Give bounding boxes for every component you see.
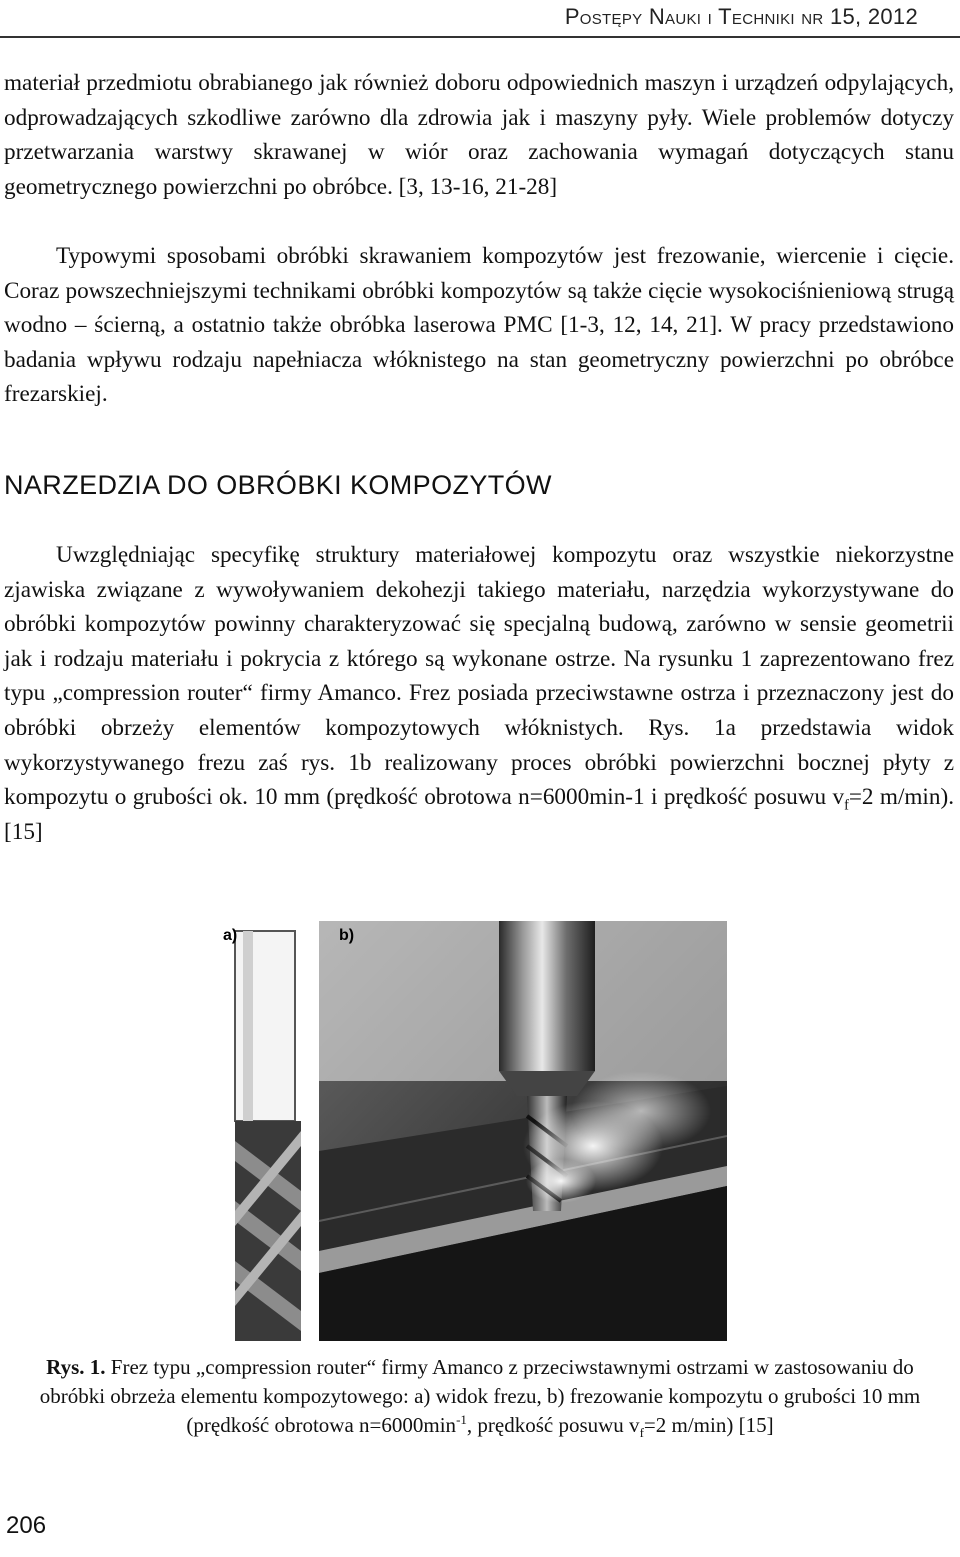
header-issue: 15, 2012 xyxy=(829,4,918,29)
section-heading: NARZEDZIA DO OBRÓBKI KOMPOZYTÓW xyxy=(4,470,552,500)
running-header xyxy=(565,4,918,30)
paragraph-3-text: Uwzględniając specyfikę struktury materiałowej kompozytu oraz wszystkie niekorzystne zjawiska związane z wywoływaniem dekohezji takiego materiału, narzędzia wykorzystywane do obróbki kompozytów powinny charakteryzować się specjalną budową, zarówno w sensie geometrii jak i rodzaju materiału i pokrycia z którego są wykonane ostrze. Na rysunku 1 zaprezentowano frez typu „compression router“ firmy Amanco. Frez posiada przeciwstawne ostrza i przeznaczony jest do obróbki obrzeży elementów kompozytowych włóknistych. Rys. 1a przedstawia widok wykorzystywanego frezu zaś rys. 1b realizowany proces obróbki powierzchni bocznej płyty z kompozytu o grubości ok. 10 mm (prędkość obrotowa n=6000min-1 i prędkość posuwu v xyxy=(4,542,954,811)
header-word: Nauki xyxy=(648,4,702,29)
header-word: i xyxy=(701,4,719,29)
paragraph-2: Typowymi sposobami obróbki skrawaniem kompozytów jest frezowanie, wiercenie i cięcie. Coraz powszechniejszymi technikami obróbki kompozytów są także cięcie wysokociśnieniową strugą wodno – ścierną, a ostatnio także obróbka laserowa PMC [1-3, 12, 14, 21]. W pracy przedstawiono badania wpływu rodzaju napełniacza włóknistego na stan geometryczny powierzchni po obróbce frezarskiej. xyxy=(4,243,954,408)
figure-label-a: a) xyxy=(223,927,238,944)
paragraph-3-tail: =2 m/min). [15] xyxy=(4,784,954,845)
header-word: Postępy xyxy=(564,4,643,29)
page-number: 206 xyxy=(6,1512,47,1539)
caption-text: Frez typu „compression router“ firmy Amanco z przeciwstawnymi ostrzami w zastosowaniu do obróbki obrzeża elementu kompozytowego: a) widok frezu, b) frezowanie kompozytu o grubości 10 mm (prędkość obrotowa n=6000min xyxy=(39,1355,921,1437)
figure-label-b: b) xyxy=(339,927,355,944)
end-mill-flutes xyxy=(235,1121,301,1341)
figure-caption xyxy=(20,1353,940,1440)
caption-text-3: =2 m/min) [15] xyxy=(643,1413,774,1437)
spindle xyxy=(499,921,595,1071)
caption-text-2: , prędkość posuwu v xyxy=(466,1413,640,1437)
paragraph-3-subscript: f xyxy=(844,797,849,814)
paragraph-1: materiał przedmiotu obrabianego jak również doboru odpowiednich maszyn i urządzeń odpylających, odprowadzających szkodliwe zarówno dla zdrowia jak i maszyny pyły. Wiele problemów dotyczy przetwarzania warstwy skrawanej w wiór oraz zachowania wymagań dotyczących stanu geometrycznego powierzchni po obróbce. [3, 13-16, 21-28] xyxy=(4,70,954,200)
caption-subscript: f xyxy=(639,1425,644,1441)
caption-superscript: -1 xyxy=(456,1412,467,1427)
paragraph-3 xyxy=(4,538,954,849)
figure-photo xyxy=(221,921,727,1341)
caption-label: Rys. 1. xyxy=(46,1355,106,1379)
header-rule xyxy=(0,36,960,38)
header-word: nr xyxy=(794,4,830,29)
figure-1 xyxy=(221,921,727,1341)
header-word: Techniki xyxy=(718,4,795,29)
